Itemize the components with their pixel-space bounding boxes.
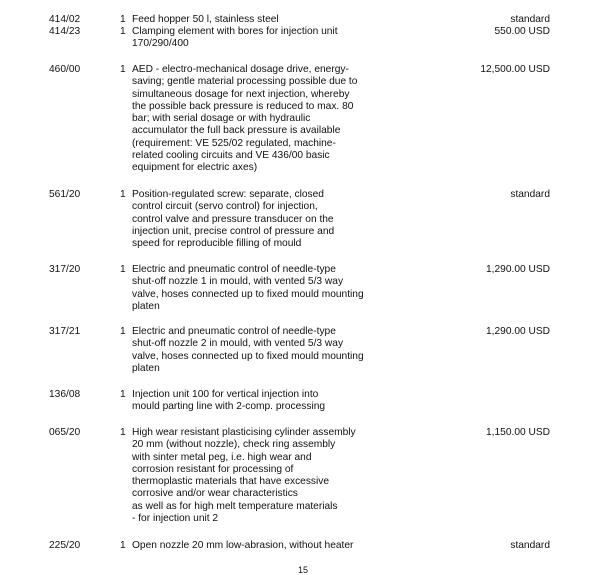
item-code: 317/20: [49, 264, 81, 275]
description-line: the possible back pressure is reduced to max. 80: [132, 100, 354, 112]
page-number: 15: [298, 565, 309, 575]
description-line: Open nozzle 20 mm low-abrasion, without heater: [132, 540, 354, 551]
item-description: [132, 26, 382, 51]
description-line: simultaneous dosage for next injection, whereby: [132, 88, 350, 100]
description-line: accumulator the full back pressure is available: [132, 125, 341, 137]
item-description: [132, 427, 382, 525]
description-line: High wear resistant plasticising cylinder assembly: [132, 427, 356, 438]
item-quantity: 1: [120, 264, 126, 275]
item-quantity: 1: [120, 14, 126, 25]
item-quantity: 1: [120, 64, 126, 75]
description-line: valve, hoses connected up to fixed mould mounting: [132, 288, 364, 300]
item-description: [132, 389, 382, 414]
description-line: speed for reproducible filling of mould: [132, 238, 302, 250]
description-line: platen: [132, 362, 160, 374]
item-price: standard: [510, 540, 550, 551]
item-price: standard: [510, 189, 550, 200]
description-line: related cooling circuits and VE 436/00 basic: [132, 150, 330, 162]
description-line: injection unit, precise control of pressure and: [132, 225, 335, 237]
description-line: Electric and pneumatic control of needle-type: [132, 264, 336, 275]
item-price: 12,500.00 USD: [480, 64, 550, 75]
item-quantity: 1: [120, 26, 126, 37]
description-line: corrosion resistant for processing of: [132, 463, 294, 475]
item-code: 225/20: [49, 540, 81, 551]
description-line: thermoplastic materials that have excessive: [132, 476, 330, 488]
item-description: [132, 540, 382, 552]
description-line: 20 mm (without nozzle), check ring assembly: [132, 439, 336, 451]
description-line: Clamping element with bores for injection unit: [132, 26, 338, 37]
item-description: [132, 14, 382, 26]
item-price: standard: [510, 14, 550, 25]
item-description: [132, 326, 382, 375]
description-line: Electric and pneumatic control of needle-type: [132, 326, 336, 337]
item-quantity: 1: [120, 540, 126, 551]
item-price: 1,290.00 USD: [486, 326, 550, 337]
description-line: shut-off nozzle 2 in mould, with vented 5/3 way: [132, 338, 344, 350]
item-code: 414/23: [49, 26, 81, 37]
item-price: 1,290.00 USD: [486, 264, 550, 275]
description-line: Feed hopper 50 l, stainless steel: [132, 14, 279, 25]
item-code: 414/02: [49, 14, 81, 25]
description-line: platen: [132, 300, 160, 312]
description-line: Position-regulated screw: separate, closed: [132, 189, 324, 200]
item-code: 561/20: [49, 189, 81, 200]
item-quantity: 1: [120, 427, 126, 438]
description-line: Injection unit 100 for vertical injection into: [132, 389, 319, 400]
item-price: 550.00 USD: [494, 26, 550, 37]
description-line: with sinter metal peg, i.e. high wear and: [132, 451, 312, 463]
item-code: 460/00: [49, 64, 81, 75]
item-description: [132, 64, 382, 175]
item-code: 136/08: [49, 389, 81, 400]
item-quantity: 1: [120, 189, 126, 200]
description-line: AED - electro-mechanical dosage drive, energy-: [132, 64, 349, 75]
description-line: corrosive and/or wear characteristics: [132, 488, 298, 500]
item-quantity: 1: [120, 326, 126, 337]
description-line: as well as for high melt temperature materials: [132, 500, 338, 512]
description-line: mould parting line with 2-comp. processing: [132, 401, 326, 413]
description-line: control circuit (servo control) for injection,: [132, 201, 318, 213]
description-line: bar; with serial dosage or with hydraulic: [132, 113, 311, 125]
description-line: equipment for electric axes): [132, 162, 258, 174]
description-line: - for injection unit 2: [132, 513, 219, 525]
item-code: 317/21: [49, 326, 81, 337]
description-line: saving; gentle material processing possible due to: [132, 76, 358, 88]
item-quantity: 1: [120, 389, 126, 400]
item-code: 065/20: [49, 427, 81, 438]
description-line: control valve and pressure transducer on the: [132, 213, 334, 225]
description-line: shut-off nozzle 1 in mould, with vented 5/3 way: [132, 276, 344, 288]
item-description: [132, 189, 382, 250]
description-line: (requirement: VE 525/02 regulated, machine-: [132, 137, 336, 149]
item-price: 1,150.00 USD: [486, 427, 550, 438]
description-line: 170/290/400: [132, 38, 189, 50]
item-description: [132, 264, 382, 313]
description-line: valve, hoses connected up to fixed mould mounting: [132, 350, 364, 362]
